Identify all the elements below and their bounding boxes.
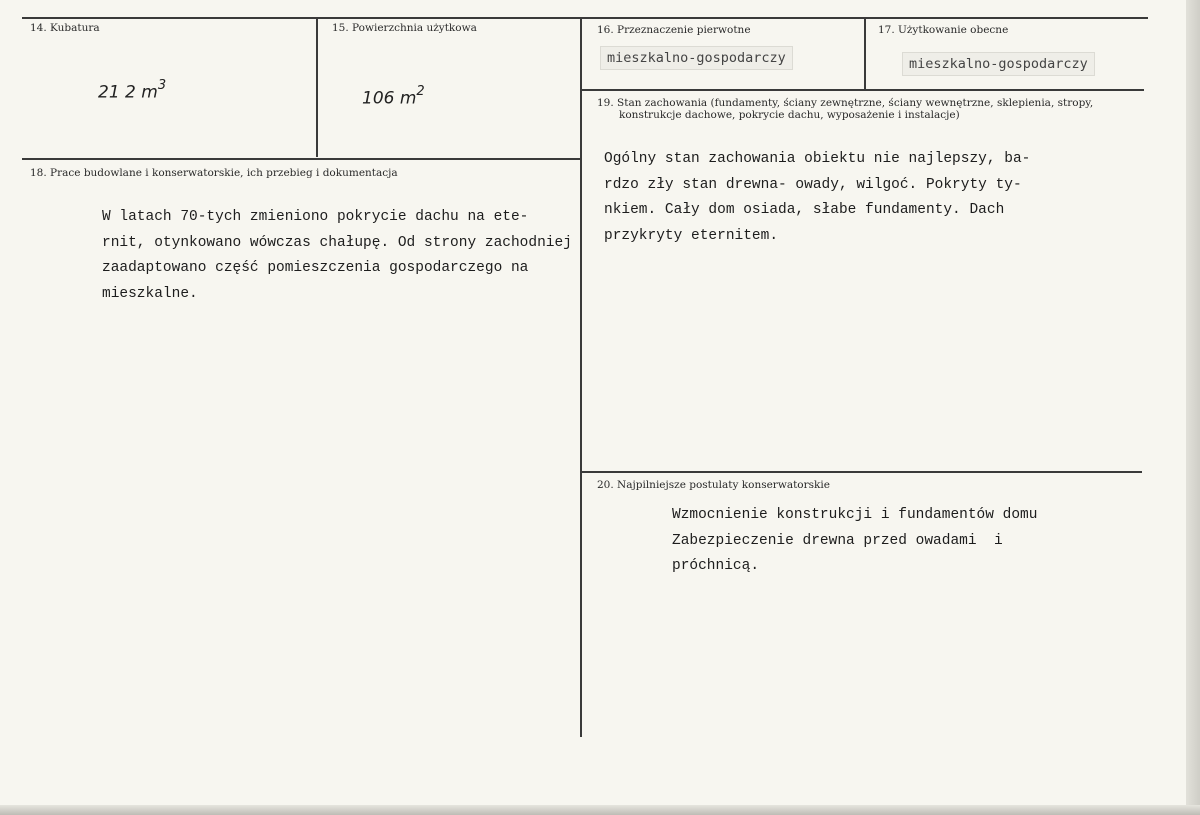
field-19-line-3: nkiem. Cały dom osiada, słabe fundamenty. Dach (604, 202, 1005, 218)
field-16-stamp: mieszkalno-gospodarczy (600, 46, 793, 70)
field-19-line-2: rdzo zły stan drewna- owady, wilgoć. Pokryty ty- (604, 176, 1022, 193)
rule-under-16-17 (582, 89, 1144, 91)
field-18-line-2: rnit, otynkowano wówczas chałupę. Od strony zachodniej (102, 234, 572, 251)
field-17-label: 17. Użytkowanie obecne (878, 24, 1009, 36)
field-19-label-line-2: konstrukcje dachowe, pokrycie dachu, wyposażenie i instalacje) (619, 109, 960, 121)
field-20-text (672, 503, 1037, 580)
field-15-exponent: 2 (416, 84, 425, 99)
rule-above-20 (582, 471, 1142, 473)
field-19-text (604, 147, 1030, 249)
field-18-text (102, 205, 572, 307)
field-19-line-1: Ogólny stan zachowania obiektu nie najlepszy, ba- (604, 151, 1031, 167)
field-20-line-1: Wzmocnienie konstrukcji i fundamentów domu (672, 507, 1038, 523)
field-18-label: 18. Prace budowlane i konserwatorskie, ich przebieg i dokumentacja (30, 167, 398, 179)
scan-edge-bottom (0, 805, 1200, 815)
field-18-line-3: zaadaptowano część pomieszczenia gospodarczego na (102, 260, 529, 276)
field-15-value (362, 86, 425, 109)
scan-edge-right (1186, 0, 1200, 815)
top-rule (22, 17, 1148, 19)
main-column-divider (580, 17, 582, 737)
field-20-label: 20. Najpilniejsze postulaty konserwatorskie (597, 479, 830, 491)
field-17-stamp: mieszkalno-gospodarczy (902, 52, 1095, 76)
field-20-line-2: Zabezpieczenie drewna przed owadami i (672, 532, 1003, 549)
divider-14-15 (316, 17, 318, 157)
field-16-label: 16. Przeznaczenie pierwotne (597, 24, 751, 36)
field-14-exponent: 3 (157, 78, 167, 93)
field-15-number: 106 m (362, 88, 417, 109)
rule-above-18 (22, 158, 582, 160)
field-20-line-3: próchnicą. (672, 558, 760, 574)
field-14-label: 14. Kubatura (30, 22, 100, 34)
field-14-number: 21 2 m (98, 82, 158, 103)
divider-16-17 (864, 17, 866, 90)
field-18-line-1: W latach 70-tych zmieniono pokrycie dachu na ete- (102, 209, 529, 225)
field-19-label-line-1: 19. Stan zachowania (fundamenty, ściany zewnętrzne, ściany wewnętrzne, sklepienia, stropy, (597, 97, 1094, 109)
field-15-label: 15. Powierzchnia użytkowa (332, 22, 477, 34)
field-18-line-4: mieszkalne. (102, 285, 198, 302)
field-19-line-4: przykryty eternitem. (604, 227, 779, 244)
field-14-value (98, 80, 166, 103)
